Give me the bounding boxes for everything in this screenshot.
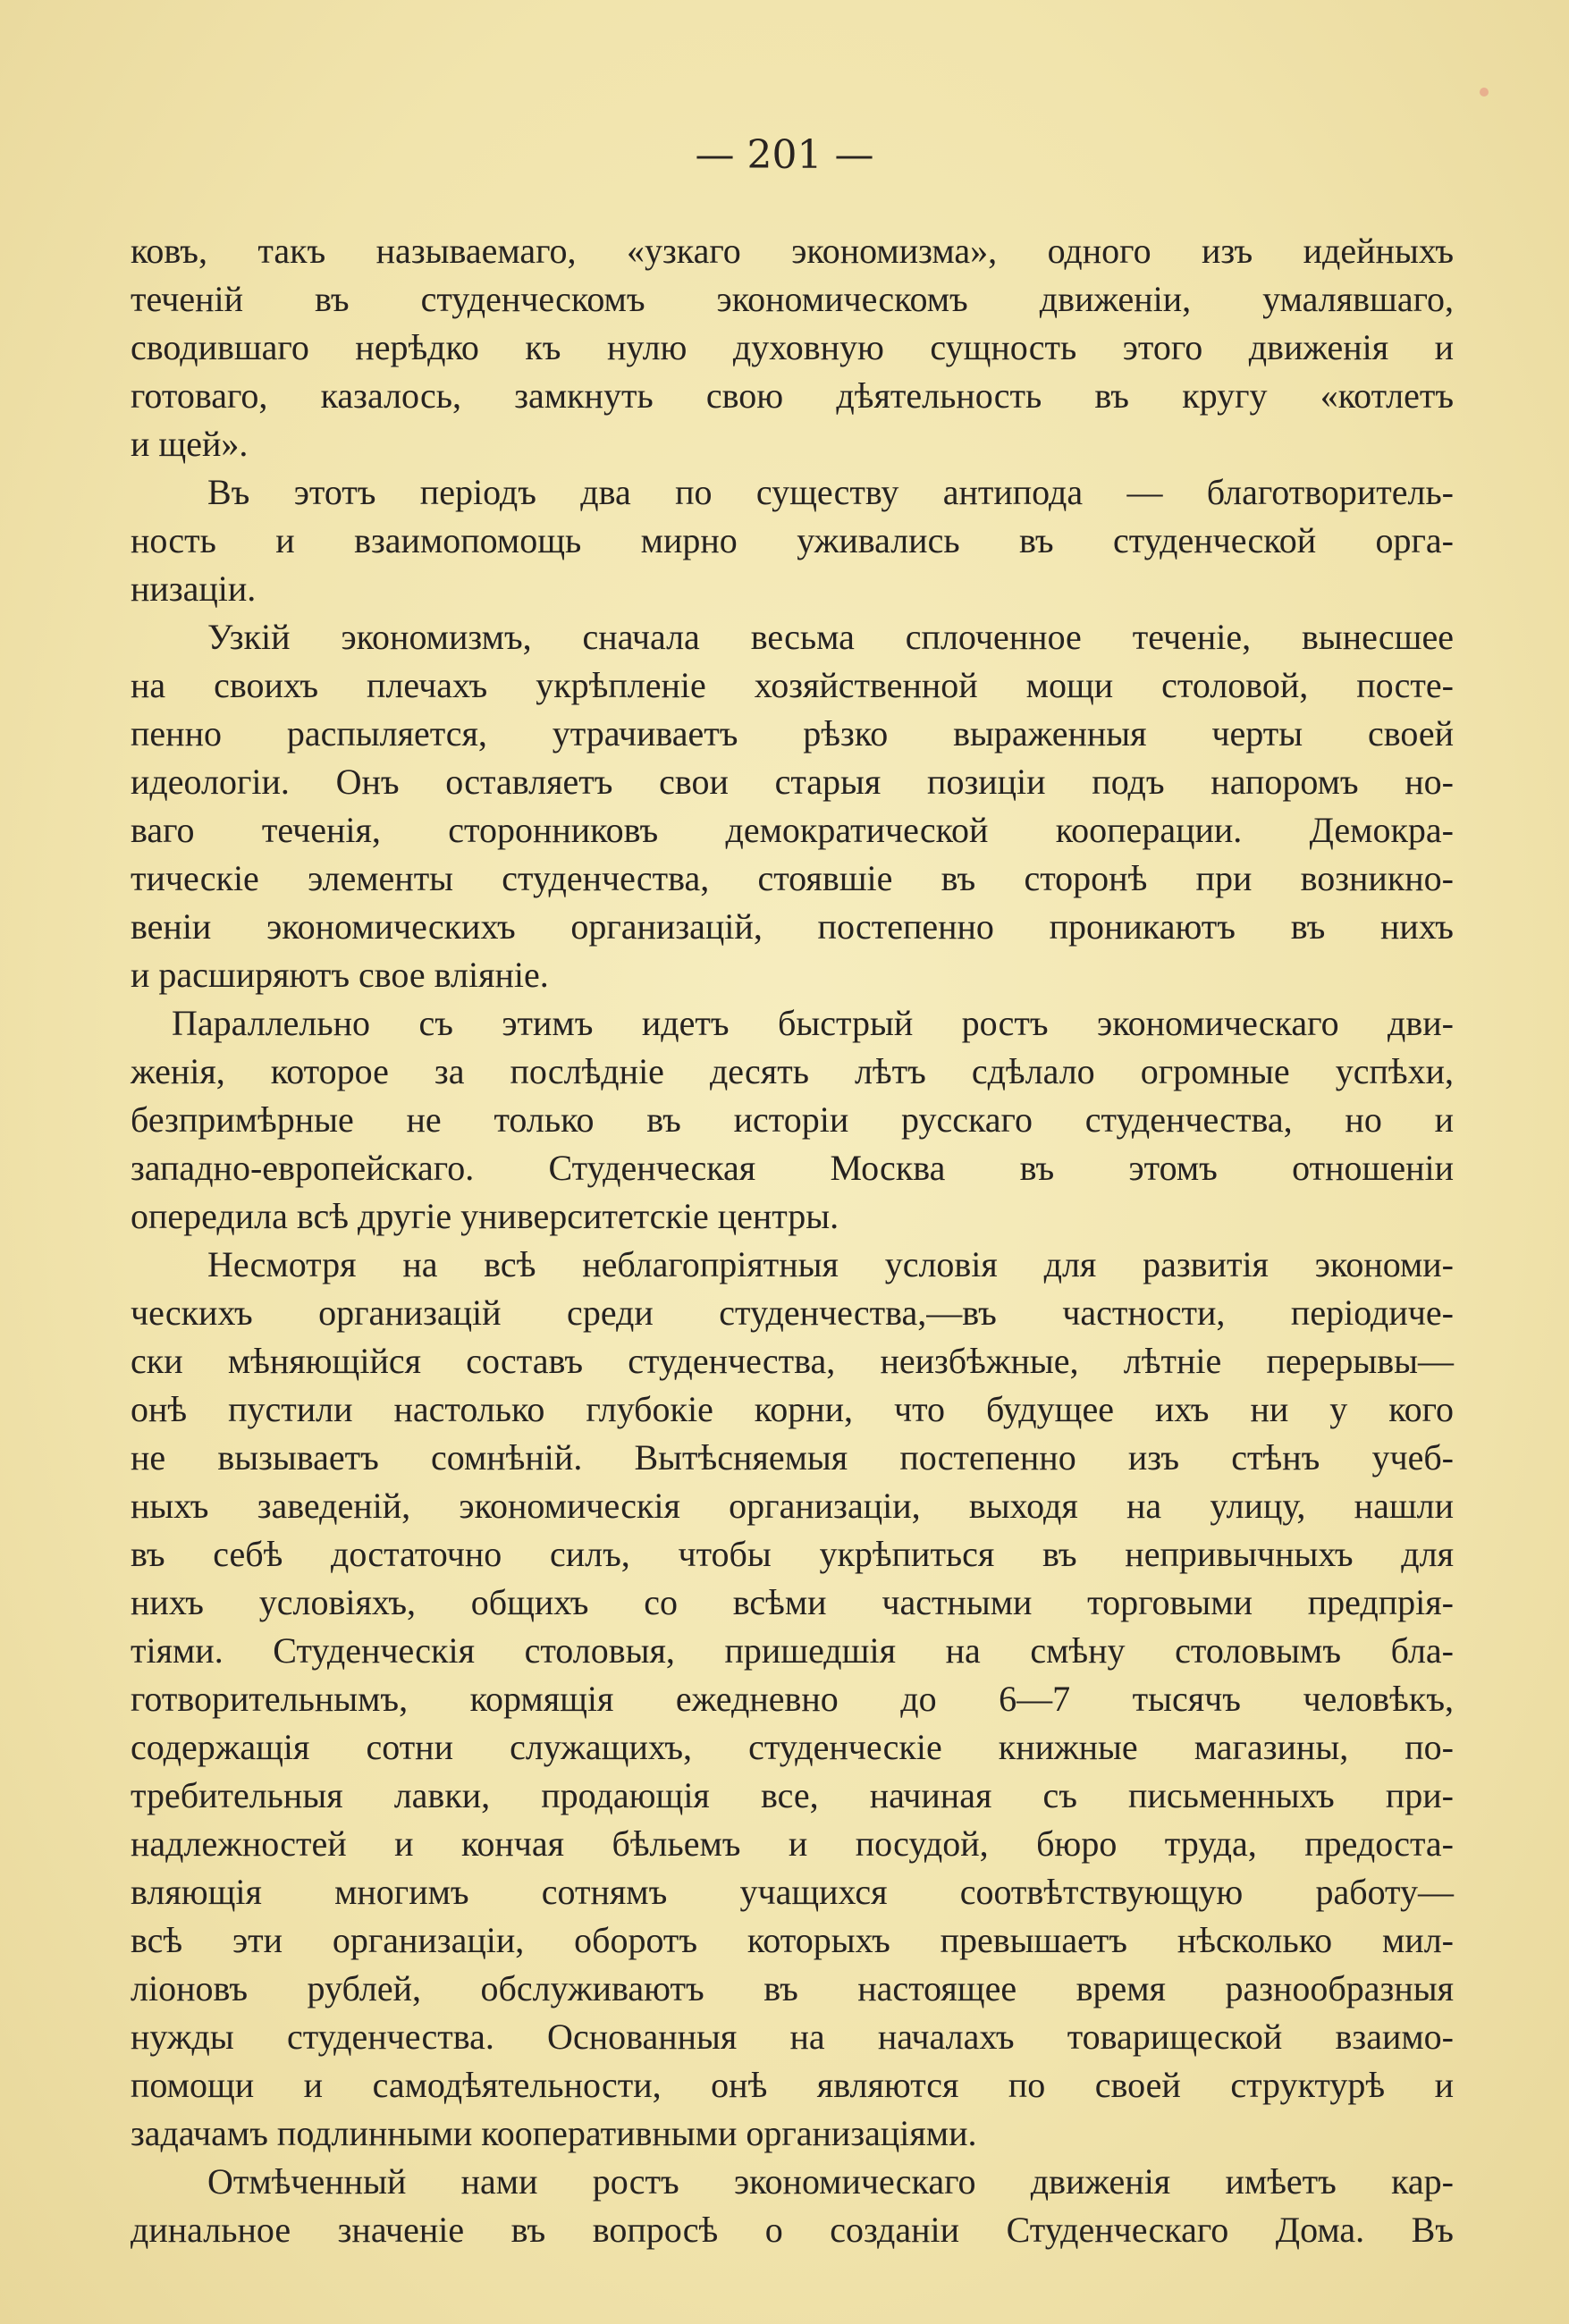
text-line: задачамъ подлинными кооперативными организаціями.	[131, 2113, 977, 2153]
text-line: ческихъ организацій среди студенчества,—въ частности, періодиче-	[131, 1293, 1454, 1333]
text-line: теченій въ студенческомъ экономическомъ движеніи, умалявшаго,	[131, 279, 1454, 319]
text-line: ваго теченія, сторонниковъ демократической кооперации. Демокра-	[131, 810, 1454, 850]
text-line: всѣ эти организаціи, оборотъ которыхъ превышаетъ нѣсколько мил-	[131, 1920, 1454, 1960]
text-line: безпримѣрные не только въ исторіи русскаго студенчества, но и	[131, 1099, 1454, 1140]
text-line: содержащія сотни служащихъ, студенческіе книжные магазины, по-	[131, 1727, 1454, 1767]
text-line: и расширяютъ свое вліяніе.	[131, 955, 549, 995]
text-line: Отмѣченный нами ростъ экономическаго движенія имѣетъ кар-	[207, 2161, 1454, 2202]
text-line: нихъ условіяхъ, общихъ со всѣми частными торговыми предпрія-	[131, 1582, 1454, 1622]
text-line: низаціи.	[131, 568, 257, 609]
text-line: веніи экономическихъ организацій, постепенно проникаютъ въ нихъ	[131, 906, 1454, 947]
text-line: готворительнымъ, кормящія ежедневно до 6—7 тысячъ человѣкъ,	[131, 1679, 1454, 1719]
paper-speck	[1480, 88, 1489, 97]
text-line: ковъ, такъ называемаго, «узкаго экономизма», одного изъ идейныхъ	[131, 231, 1454, 271]
text-line: нужды студенчества. Основанныя на началахъ товарищеской взаимо-	[131, 2017, 1454, 2057]
text-line: помощи и самодѣятельности, онѣ являются по своей структурѣ и	[131, 2065, 1454, 2105]
text-line: ски мѣняющійся составъ студенчества, неизбѣжные, лѣтніе перерывы—	[131, 1341, 1454, 1381]
paragraph-5	[131, 1241, 1454, 2158]
text-line: пенно распыляется, утрачиваетъ рѣзко выраженныя черты своей	[131, 713, 1454, 754]
text-line: женія, которое за послѣдніе десять лѣтъ сдѣлало огромные успѣхи,	[131, 1051, 1454, 1091]
text-line: ныхъ заведеній, экономическія организаціи, выходя на улицу, нашли	[131, 1486, 1454, 1526]
text-line: требительныя лавки, продающія все, начиная съ письменныхъ при-	[131, 1775, 1454, 1815]
text-line: динальное значеніе въ вопросѣ о созданіи Студенческаго Дома. Въ	[131, 2210, 1454, 2250]
text-line: опередила всѣ другіе университетскіе центры.	[131, 1196, 839, 1236]
paragraph-6	[131, 2158, 1454, 2254]
text-line: тіями. Студенческія столовыя, пришедшія на смѣну столовымъ бла-	[131, 1630, 1454, 1671]
text-line: Въ этотъ періодъ два по существу антипода — благотворитель-	[207, 472, 1454, 512]
text-line: готоваго, казалось, замкнуть свою дѣятельность въ кругу «котлетъ	[131, 375, 1454, 416]
text-line: западно-европейскаго. Студенческая Москва въ этомъ отношеніи	[131, 1148, 1454, 1188]
body-text	[131, 227, 1454, 2254]
page-number: — 201 —	[695, 132, 874, 178]
text-line: вляющія многимъ сотнямъ учащихся соотвѣтствующую работу—	[131, 1872, 1454, 1912]
text-line: ность и взаимопомощь мирно уживались въ студенческой орга-	[131, 520, 1454, 560]
text-line: Параллельно съ этимъ идетъ быстрый ростъ экономическаго дви-	[172, 1003, 1454, 1043]
text-line: тическіе элементы студенчества, стоявшіе въ сторонѣ при возникно-	[131, 858, 1454, 898]
paragraph-4	[131, 999, 1454, 1241]
text-line: на своихъ плечахъ укрѣпленіе хозяйственной мощи столовой, посте-	[131, 665, 1454, 705]
paragraph-2	[131, 468, 1454, 613]
text-line: идеологіи. Онъ оставляетъ свои старыя позиціи подъ напоромъ но-	[131, 762, 1454, 802]
text-line: Несмотря на всѣ неблагопріятныя условія для развитія экономи-	[207, 1244, 1454, 1284]
text-line: надлежностей и кончая бѣльемъ и посудой, бюро труда, предоста-	[131, 1823, 1454, 1864]
text-line: ліоновъ рублей, обслуживаютъ въ настоящее время разнообразныя	[131, 1968, 1454, 2008]
text-line: и щей».	[131, 424, 249, 464]
text-line: онѣ пустили настолько глубокіе корни, что будущее ихъ ни у кого	[131, 1389, 1454, 1429]
text-line: не вызываетъ сомнѣній. Вытѣсняемыя постепенно изъ стѣнъ учеб-	[131, 1437, 1454, 1478]
text-line: въ себѣ достаточно силъ, чтобы укрѣпиться въ непривычныхъ для	[131, 1534, 1454, 1574]
paragraph-3	[131, 613, 1454, 999]
paragraph-1	[131, 227, 1454, 468]
text-line: сводившаго нерѣдко къ нулю духовную сущность этого движенія и	[131, 327, 1454, 367]
text-line: Узкій экономизмъ, сначала весьма сплоченное теченіе, вынесшее	[207, 617, 1454, 657]
